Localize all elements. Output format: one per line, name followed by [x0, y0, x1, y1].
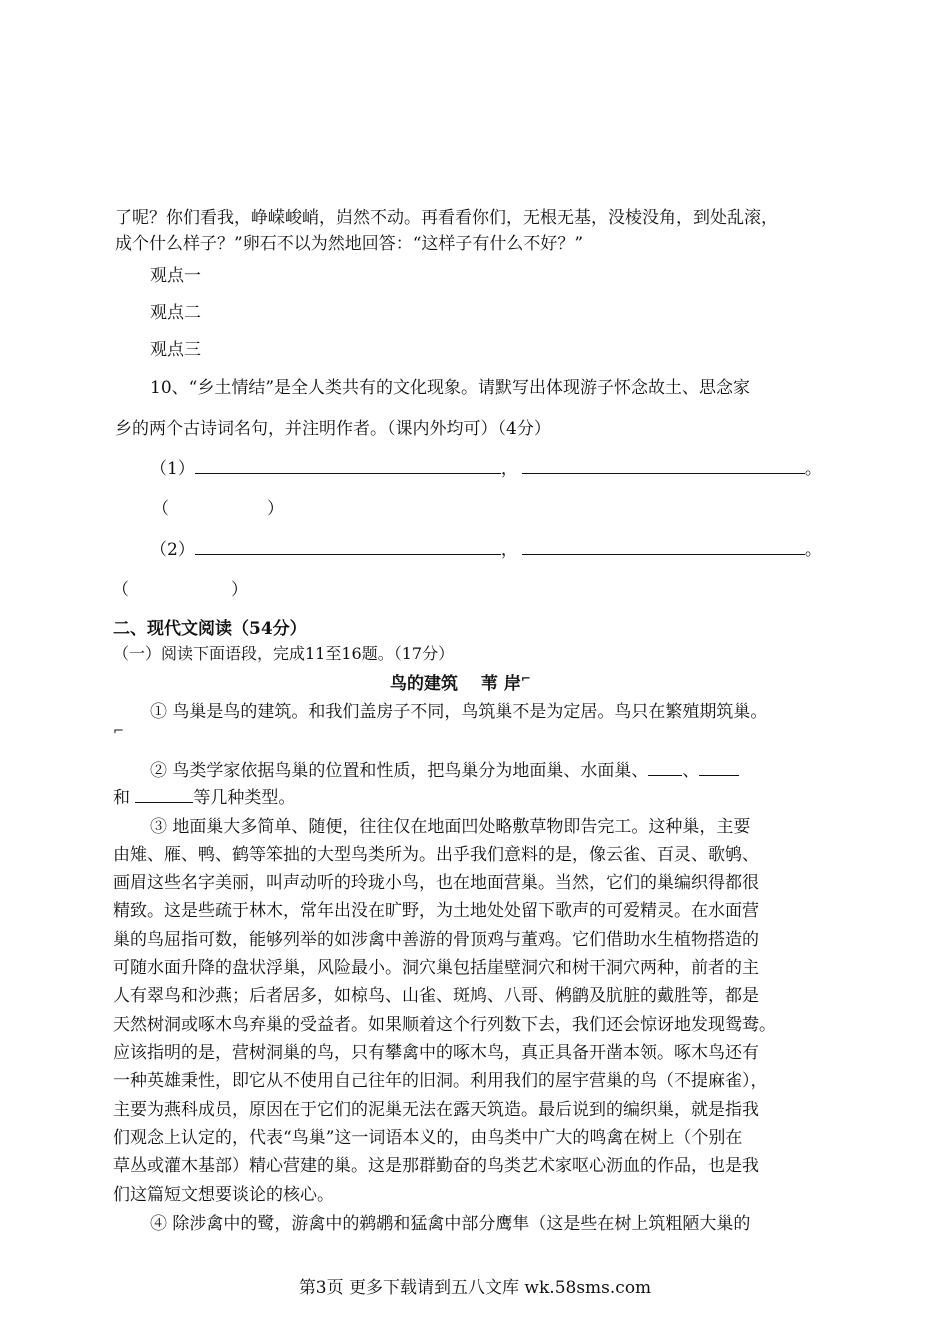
paragraph-3-line-1: ③ 地面巢大多简单、随便，往往仅在地面凹处略敷草物即告完工。这种巢，主要 [150, 817, 751, 837]
paragraph-2-line-1: ② 鸟类学家依据鸟巢的位置和性质，把鸟巢分为地面巢、水面巢、 、 [150, 756, 739, 781]
paragraph-3-line-4: 精致。这是些疏于林木，常年出没在旷野，为土地处处留下歌声的可爱精灵。在水面营 [113, 901, 759, 921]
paragraph-3-line-6: 可随水面升降的盘状浮巢，风险最小。洞穴巢包括崖壁洞穴和树干洞穴两种，前者的主 [113, 958, 759, 978]
author-paren-1: （ ） [152, 499, 284, 519]
paragraph-3-line-13: 草丛或灌木基部）精心营建的巢。这是那群勤奋的鸟类艺术家呕心沥血的作品，也是我 [113, 1156, 759, 1176]
paragraph-3-line-14: 们这篇短文想要谈论的核心。 [113, 1185, 334, 1205]
answer-line-1 [150, 454, 822, 479]
paragraph-3-line-8: 天然树洞或啄木鸟弃巢的受益者。如果顺着这个行列数下去，我们还会惊讶地发现鸳鸯。 [113, 1015, 776, 1035]
paragraph-3-line-10: 一种英雄秉性，即它从不使用自己往年的旧洞。利用我们的屋宇营巢的鸟（不提麻雀）， [113, 1071, 768, 1091]
paragraph-3-line-7: 人有翠鸟和沙燕；后者居多，如椋鸟、山雀、斑鸠、八哥、鸺鹠及肮脏的戴胜等，都是 [113, 986, 759, 1006]
author-paren-2: （ ） [112, 580, 248, 600]
answer-2-blank-a[interactable] [195, 540, 501, 555]
answer-1-label: （1） [150, 459, 195, 479]
blank-nest-type-3[interactable] [135, 788, 193, 803]
paragraph-4-line-1: ④ 除涉禽中的鹭，游禽中的鹈鹕和猛禽中部分鹰隼（这是些在树上筑粗陋大巢的 [150, 1214, 751, 1234]
answer-1-comma: ， [500, 459, 518, 479]
answer-1-blank-a[interactable] [195, 459, 501, 474]
paragraph-3-line-3: 画眉这些名字美丽，叫声动听的玲珑小鸟，也在地面营巢。当然，它们的巢编织得都很 [113, 873, 759, 893]
viewpoint-2: 观点二 [150, 303, 201, 323]
paragraph-1: ① 鸟巢是鸟的建筑。和我们盖房子不同，鸟筑巢不是为定居。鸟只在繁殖期筑巢。 [150, 702, 768, 722]
paragraph-2-line-2: 和 等几种类型。 [113, 788, 296, 808]
story-line-2: 成个什么样子？”卵石不以为然地回答：“这样子有什么不好？” [115, 234, 584, 254]
paragraph-1-mark: ⌐ [113, 724, 124, 739]
question-10-line-2: 乡的两个古诗词名句，并注明作者。（课内外均可）（4分） [115, 419, 551, 439]
blank-nest-type-2[interactable] [699, 761, 739, 776]
story-line-1: 了呢？你们看我，峥嵘峻峭，岿然不动。再看看你们，无根无基，没棱没角，到处乱滚， [115, 208, 778, 228]
answer-line-2 [150, 535, 822, 560]
section-2-subheading: （一）阅读下面语段，完成11至16题。（17分） [113, 644, 455, 663]
question-10-line-1: 10、“乡土情结”是全人类共有的文化现象。请默写出体现游子怀念故土、思念家 [150, 378, 751, 398]
passage-title: 鸟的建筑 苇 岸⌐ [390, 671, 531, 694]
section-2-heading: 二、现代文阅读（54分） [113, 619, 307, 639]
answer-1-blank-b[interactable] [522, 459, 805, 474]
paragraph-3-line-12: 们观念上认定的，代表“鸟巢”这一词语本义的，由鸟类中广大的鸣禽在树上（个别在 [113, 1128, 743, 1148]
answer-2-blank-b[interactable] [522, 540, 805, 555]
page-footer: 第3页 更多下载请到五八文库 wk.58sms.com [298, 1278, 652, 1298]
viewpoint-1: 观点一 [150, 266, 201, 286]
paragraph-3-line-11: 主要为燕科成员，原因在于它们的泥巢无法在露天筑造。最后说到的编织巢，就是指我 [113, 1100, 759, 1120]
answer-1-period: 。 [804, 459, 822, 479]
paragraph-3-line-2: 由雉、雁、鸭、鹤等笨拙的大型鸟类所为。出乎我们意料的是，像云雀、百灵、歌鸲、 [113, 845, 759, 865]
answer-2-period: 。 [804, 540, 822, 560]
blank-nest-type-1[interactable] [648, 761, 682, 776]
paragraph-3-line-5: 巢的鸟屈指可数，能够列举的如涉禽中善游的骨顶鸡与董鸡。它们借助水生植物搭造的 [113, 930, 759, 950]
paragraph-3-line-9: 应该指明的是，营树洞巢的鸟，只有攀禽中的啄木鸟，真正具备开凿本领。啄木鸟还有 [113, 1043, 759, 1063]
answer-2-label: （2） [150, 540, 195, 560]
answer-2-comma: ， [500, 540, 518, 560]
viewpoint-3: 观点三 [150, 340, 201, 360]
